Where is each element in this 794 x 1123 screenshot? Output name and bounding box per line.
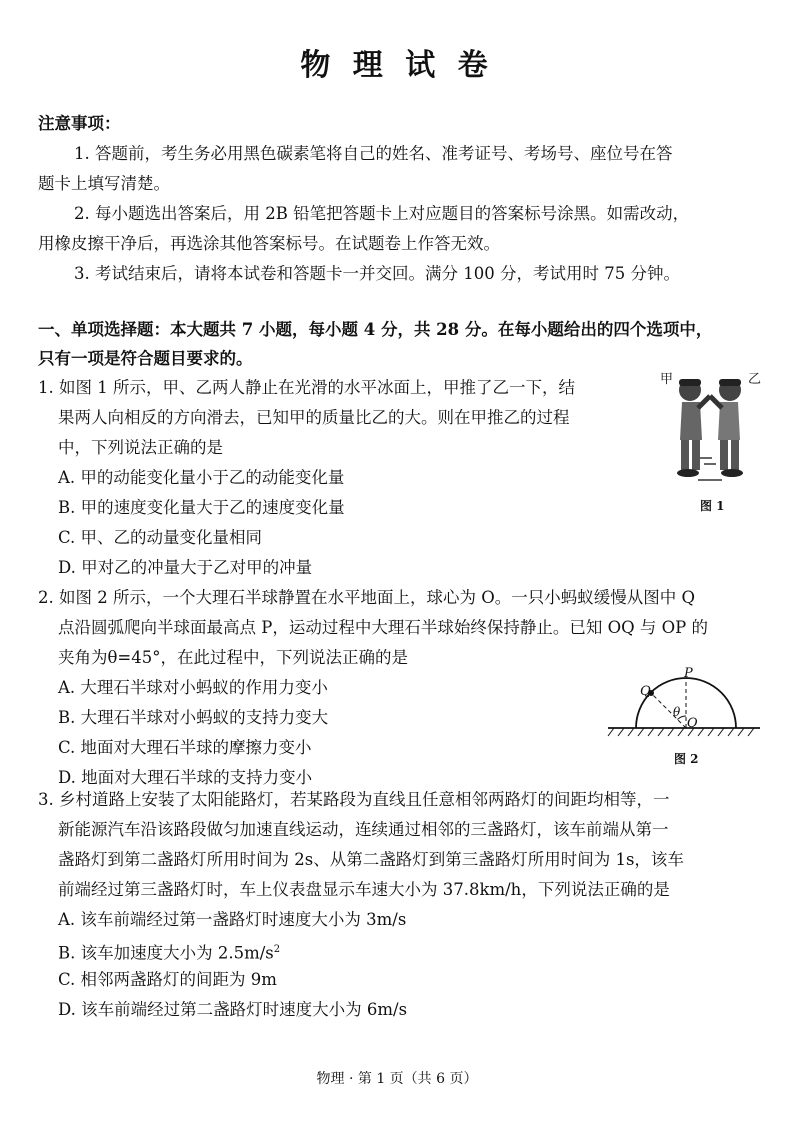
figure-1-label-jia: 甲 <box>660 372 674 387</box>
question-2-text: 点沿圆弧爬向半球面最高点 P，运动过程中大理石半球始终保持静止。已知 OQ 与 OP 的 <box>58 618 709 637</box>
question-2-option-a: A. 大理石半球对小蚂蚁的作用力变小 <box>58 678 328 697</box>
question-3-option-a: A. 该车前端经过第一盏路灯时速度大小为 3m/s <box>58 910 407 929</box>
figure-2-caption: 图 2 <box>674 752 699 766</box>
figure-1-caption: 图 1 <box>700 499 725 513</box>
figure-2-label-p: P <box>684 666 693 681</box>
question-3-text: 盏路灯到第二盏路灯所用时间为 2s、从第二盏路灯到第三盏路灯所用时间为 1s，该车 <box>58 850 684 869</box>
figure-1-label-yi: 乙 <box>748 372 762 387</box>
section-heading: 一、单项选择题：本大题共 7 小题，每小题 4 分，共 28 分。在每小题给出的四个选项中， <box>38 320 713 339</box>
question-2-option-b: B. 大理石半球对小蚂蚁的支持力变大 <box>58 708 329 727</box>
question-2-option-c: C. 地面对大理石半球的摩擦力变小 <box>58 738 312 757</box>
question-3-option-d: D. 该车前端经过第二盏路灯时速度大小为 6m/s <box>58 1000 408 1019</box>
notice-heading: 注意事项： <box>38 114 121 133</box>
question-1-option-a: A. 甲的动能变化量小于乙的动能变化量 <box>58 468 345 487</box>
question-1-text: 果两人向相反的方向滑去，已知甲的质量比乙的大。则在甲推乙的过程 <box>58 408 570 427</box>
question-1-option-d: D. 甲对乙的冲量大于乙对甲的冲量 <box>58 558 313 577</box>
question-1-text: 中，下列说法正确的是 <box>58 438 223 457</box>
page-footer: 物理 · 第 1 页（共 6 页） <box>316 1071 478 1087</box>
question-3-option-b-text: B. 该车加速度大小为 2.5m/s <box>58 943 274 963</box>
notice-line: 用橡皮擦干净后，再选涂其他答案标号。在试题卷上作答无效。 <box>38 234 500 253</box>
section-heading: 只有一项是符合题目要求的。 <box>38 349 253 368</box>
notice-line: 题卡上填写清楚。 <box>38 174 170 193</box>
question-3-text: 3. 乡村道路上安装了太阳能路灯，若某路段为直线且任意相邻两路灯的间距均相等，一 <box>38 790 670 809</box>
notice-line: 3. 考试结束后，请将本试卷和答题卡一并交回。满分 100 分，考试用时 75 分钟。 <box>74 264 680 283</box>
question-2-option-d: D. 地面对大理石半球的支持力变小 <box>58 768 313 787</box>
question-1-text: 1. 如图 1 所示，甲、乙两人静止在光滑的水平冰面上，甲推了乙一下，结 <box>38 378 575 397</box>
question-2-text: 2. 如图 2 所示，一个大理石半球静置在水平地面上，球心为 O。一只小蚂蚁缓慢从图中 Q <box>38 588 696 607</box>
question-3-text: 新能源汽车沿该路段做匀加速直线运动，连续通过相邻的三盏路灯，该车前端从第一 <box>58 820 669 839</box>
question-1-option-b: B. 甲的速度变化量大于乙的速度变化量 <box>58 498 345 517</box>
page-title: 物 理 试 卷 <box>300 48 494 83</box>
question-1-option-c: C. 甲、乙的动量变化量相同 <box>58 528 263 547</box>
figure-2-label-theta: θ <box>673 705 681 719</box>
figure-2-label-o: O <box>687 716 698 731</box>
question-3-option-b <box>58 938 280 966</box>
question-2-text: 夹角为θ=45°，在此过程中，下列说法正确的是 <box>58 648 409 667</box>
question-3-option-b-exponent: 2 <box>273 944 281 955</box>
notice-line: 1. 答题前，考生务必用黑色碳素笔将自己的姓名、准考证号、考场号、座位号在答 <box>74 144 673 163</box>
figure-2-label-q: Q <box>640 684 651 699</box>
figure-1-skaters <box>660 368 760 493</box>
question-3-option-c: C. 相邻两盏路灯的间距为 9m <box>58 970 277 989</box>
question-3-text: 前端经过第三盏路灯时，车上仪表盘显示车速大小为 37.8km/h，下列说法正确的是 <box>58 880 670 899</box>
notice-line: 2. 每小题选出答案后，用 2B 铅笔把答题卡上对应题目的答案标号涂黑。如需改动， <box>74 204 690 223</box>
